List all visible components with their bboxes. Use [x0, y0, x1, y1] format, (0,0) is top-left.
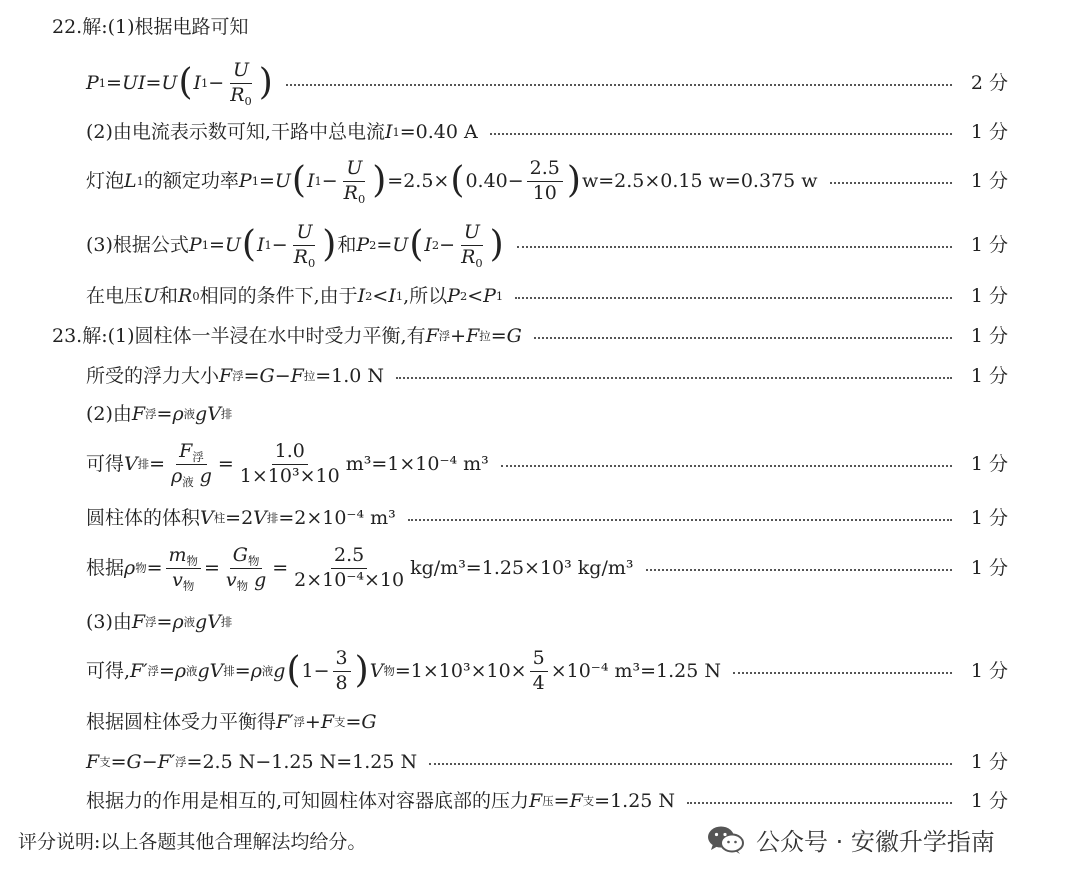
dot-leader	[534, 337, 952, 339]
wechat-watermark	[706, 822, 995, 857]
right-paren: )	[258, 60, 273, 103]
formula: (2)由电流表示数可知,干路中总电流 I 1 =0.40 A	[86, 120, 478, 143]
fraction: $\frac{G_物}{v_物 g}$	[225, 543, 267, 593]
left-paren: (	[178, 60, 193, 103]
formula: 根据力的作用是相互的,可知圆柱体对容器底部的压力 F 压 = F 支 =1.25 N	[86, 789, 676, 812]
dot-leader	[687, 802, 952, 804]
solution-line: (3)由 F 浮 = ρ 液 g V 排	[86, 610, 233, 633]
score: 1 分	[970, 750, 1008, 773]
solution-line: 根据圆柱体受力平衡得 F′ 浮 + F 支 = G	[86, 710, 377, 733]
left-paren: (	[286, 648, 301, 691]
wechat-icon	[706, 824, 746, 856]
left-paren: (	[241, 222, 256, 265]
dot-leader	[408, 519, 952, 521]
fraction: $\frac{U}{R_0}$	[293, 220, 316, 270]
solution-line	[86, 222, 1008, 268]
left-paren: (	[291, 158, 306, 201]
solution-line	[52, 324, 1008, 348]
score: 2 分	[970, 71, 1008, 94]
solution-line	[86, 440, 1008, 488]
formula: 可得 V 排 = $\frac{F_浮}{\rho_液 g}$ = $\frac{1.0}{\text{1×10³×10}}$ m³=1×10⁻⁴ m³	[86, 439, 489, 489]
score: 1 分	[970, 556, 1008, 579]
formula: 灯泡 L 1 的额定功率 P 1 = U ( I 1 − $\frac{U}{R_0}$ ) =2.5× ( 0.40− $\frac{2.5}{10}$ ) w=2.5×0.15 w=0.375 w	[86, 156, 818, 206]
dot-leader	[515, 297, 952, 299]
score: 1 分	[970, 324, 1008, 347]
fraction: $\frac{2.5}{10}$	[527, 159, 563, 204]
fraction: $\frac{1.0}{\text{1×10³×10}}$	[239, 439, 340, 487]
scoring-note: 评分说明:以上各题其他合理解法均给分。	[18, 831, 367, 853]
score: 1 分	[970, 233, 1008, 256]
solution-line	[86, 120, 1008, 144]
fraction: $\frac{5}{4}$	[530, 649, 548, 694]
solution-line	[86, 750, 1008, 774]
fraction: $\frac{U}{R_0}$	[230, 58, 252, 108]
formula: (3)根据公式 P 1 = U ( I 1 − $\frac{U}{R_0}$ ) 和 P 2 = U ( I 2 − $\frac{U}{R_0}$ )	[86, 220, 504, 270]
fraction: $\frac{m_物}{v_物}$	[166, 546, 201, 591]
right-paren: )	[489, 222, 504, 265]
fraction: $\frac{3}{8}$	[333, 649, 351, 694]
right-paren: )	[372, 158, 387, 201]
solution-line: (2)由 F 浮 = ρ 液 g V 排	[86, 402, 233, 425]
solution-line	[86, 648, 1008, 694]
score: 1 分	[970, 789, 1008, 812]
solution-line	[86, 284, 1008, 308]
fraction: $\frac{U}{R_0}$	[343, 156, 366, 206]
score: 1 分	[970, 659, 1008, 682]
score: 1 分	[970, 120, 1008, 143]
dot-leader	[733, 672, 952, 674]
fraction: $\frac{F_浮}{\rho_液 g}$	[171, 439, 212, 489]
problem-22-heading: 22.解:(1)根据电路可知	[52, 16, 249, 38]
fraction: $\frac{U}{R_0}$	[461, 220, 483, 270]
formula: P 1 = UI = U ( I 1 − $\frac{U}{R_0}$ )	[86, 58, 273, 108]
left-paren: (	[409, 222, 424, 265]
dot-leader	[501, 465, 952, 467]
watermark-text: 公众号 · 安徽升学指南	[756, 828, 995, 856]
solution-line	[86, 158, 1008, 204]
formula: 所受的浮力大小 F 浮 = G − F 拉 =1.0 N	[86, 364, 385, 387]
solution-line	[86, 60, 1008, 106]
score: 1 分	[970, 452, 1008, 475]
dot-leader	[517, 246, 952, 248]
dot-leader	[286, 84, 952, 86]
fraction: $\frac{2.5}{\text{2×10⁻⁴×10}}$	[294, 543, 405, 591]
right-paren: )	[322, 222, 337, 265]
score: 1 分	[970, 284, 1008, 307]
formula: F 支 = G − F′ 浮 =2.5 N−1.25 N=1.25 N	[86, 750, 418, 773]
dot-leader	[646, 569, 953, 571]
dot-leader	[396, 377, 952, 379]
right-paren: )	[354, 648, 369, 691]
right-paren: )	[566, 158, 581, 201]
score: 1 分	[970, 169, 1008, 192]
formula: 23.解:(1)圆柱体一半浸在水中时受力平衡,有 F 浮 + F 拉 = G	[52, 324, 522, 347]
formula: 可得, F′ 浮 = ρ 液 g V 排 = ρ 液 g ( 1− $\frac{3}{8}$ ) V 物 =1×10³×10× $\frac{5}{4}$ ×10⁻⁴ m³=1.25 N	[86, 646, 721, 694]
formula: 圆柱体的体积 V 柱 =2 V 排 =2×10⁻⁴ m³	[86, 506, 396, 529]
formula: 根据 ρ 物 = $\frac{m_物}{v_物}$ = $\frac{G_物}{v_物 g}$ = $\frac{2.5}{\text{2×10⁻⁴×10}}$ kg/m³=1.25×10³ kg/m³	[86, 543, 634, 593]
dot-leader	[490, 133, 952, 135]
solution-line	[86, 544, 1008, 592]
solution-line	[86, 506, 1008, 530]
score: 1 分	[970, 506, 1008, 529]
score: 1 分	[970, 364, 1008, 387]
dot-leader	[429, 763, 952, 765]
solution-line	[86, 364, 1008, 388]
left-paren: (	[450, 158, 465, 201]
solution-line	[86, 789, 1008, 813]
dot-leader	[830, 182, 952, 184]
formula: 在电压 U 和 R 0 相同的条件下,由于 I 2 < I 1 ,所以 P 2 < P 1	[86, 284, 504, 307]
